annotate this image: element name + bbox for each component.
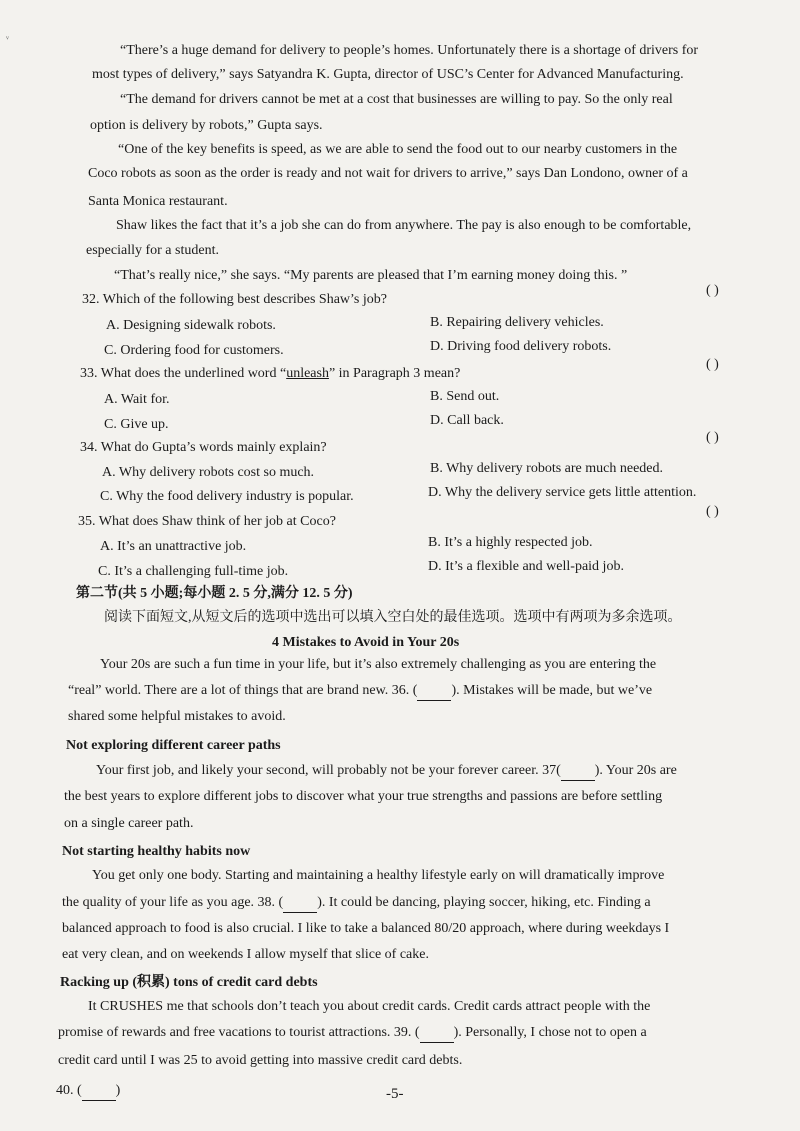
page-number: -5- [386, 1086, 404, 1102]
section-instruction: 阅读下面短文,从短文后的选项中选出可以填入空白处的最佳选项。选项中有两项为多余选项。 [104, 610, 682, 625]
para-line: eat very clean, and on weekends I allow myself that slice of cake. [62, 947, 429, 962]
option-d[interactable]: D. Why the delivery service gets little attention. [428, 485, 697, 500]
blank-36[interactable] [417, 682, 451, 701]
answer-paren[interactable]: ( ) [706, 504, 719, 519]
question-stem: 32. Which of the following best describes Shaw’s job? [82, 292, 387, 307]
passage-line: “There’s a huge demand for delivery to people’s homes. Unfortunately there is a shortage of drivers for [120, 43, 699, 58]
passage-line: Santa Monica restaurant. [88, 194, 228, 209]
para-line: credit card until I was 25 to avoid getting into massive credit card debts. [58, 1053, 463, 1068]
answer-paren[interactable]: ( ) [706, 430, 719, 445]
option-c[interactable]: C. It’s a challenging full-time job. [98, 564, 289, 579]
option-d[interactable]: D. Call back. [430, 413, 504, 428]
intro-line: “real” world. There are a lot of things that are brand new. 36. ( ). Mistakes will be made, but we’ve [68, 682, 652, 701]
option-a[interactable]: A. Designing sidewalk robots. [106, 318, 276, 333]
option-b[interactable]: B. Repairing delivery vehicles. [430, 315, 604, 330]
blank-40[interactable] [82, 1082, 116, 1101]
para-line: on a single career path. [64, 816, 194, 831]
passage-line: especially for a student. [86, 243, 219, 258]
option-b[interactable]: B. It’s a highly respected job. [428, 535, 593, 550]
option-a[interactable]: A. It’s an unattractive job. [100, 539, 247, 554]
question-stem: 34. What do Gupta’s words mainly explain? [80, 440, 327, 455]
subheading: Not starting healthy habits now [62, 844, 251, 859]
para-line: It CRUSHES me that schools don’t teach you about credit cards. Credit cards attract people with the [88, 999, 651, 1014]
option-c[interactable]: C. Give up. [104, 417, 169, 432]
answer-paren[interactable]: ( ) [706, 357, 719, 372]
option-b[interactable]: B. Why delivery robots are much needed. [430, 461, 664, 476]
subheading: Not exploring different career paths [66, 738, 281, 753]
question-stem: 35. What does Shaw think of her job at Coco? [78, 514, 336, 529]
option-d[interactable]: D. Driving food delivery robots. [430, 339, 612, 354]
subheading: Racking up (积累) tons of credit card debts [60, 975, 318, 990]
option-c[interactable]: C. Ordering food for customers. [104, 343, 284, 358]
underlined-word: unleash [286, 366, 329, 381]
corner-mark: ᵛ [6, 34, 9, 45]
option-b[interactable]: B. Send out. [430, 389, 500, 404]
para-line: You get only one body. Starting and maintaining a healthy lifestyle early on will dramatically improve [92, 868, 665, 883]
blank-37[interactable] [561, 762, 595, 781]
question-40: 40. ( ) [56, 1082, 120, 1101]
passage-line: “The demand for drivers cannot be met at a cost that businesses are willing to pay. So the only real [120, 92, 673, 107]
blank-38[interactable] [283, 894, 317, 913]
passage-line: “That’s really nice,” she says. “My parents are pleased that I’m earning money doing this. ” [114, 268, 628, 283]
intro-line: shared some helpful mistakes to avoid. [68, 709, 286, 724]
para-line: balanced approach to food is also crucial. I like to take a balanced 80/20 approach, where during weekdays I [62, 921, 670, 936]
section-heading: 第二节(共 5 小题;每小题 2. 5 分,满分 12. 5 分) [76, 586, 353, 601]
para-line: the best years to explore different jobs to discover what your true strengths and passions are before settling [64, 789, 663, 804]
para-line: the quality of your life as you age. 38. ( ). It could be dancing, playing soccer, hiking, etc. Finding a [62, 894, 651, 913]
passage-line: Coco robots as soon as the order is ready and not wait for drivers to arrive,” says Dan Londono, owner of a [88, 166, 688, 181]
option-d[interactable]: D. It’s a flexible and well-paid job. [428, 559, 624, 574]
para-line: Your first job, and likely your second, will probably not be your forever career. 37( ). Your 20s are [96, 762, 677, 781]
passage-line: “One of the key benefits is speed, as we are able to send the food out to our nearby customers in the [118, 142, 678, 157]
para-line: promise of rewards and free vacations to tourist attractions. 39. ( ). Personally, I chose not to open a [58, 1024, 647, 1043]
question-stem: 33. What does the underlined word “unleash” in Paragraph 3 mean? [80, 366, 461, 381]
passage-line: Shaw likes the fact that it’s a job she can do from anywhere. The pay is also enough to be comfortable, [116, 218, 692, 233]
passage-line: most types of delivery,” says Satyandra K. Gupta, director of USC’s Center for Advanced Manufacturing. [92, 67, 684, 82]
intro-line: Your 20s are such a fun time in your life, but it’s also extremely challenging as you are entering the [100, 657, 657, 672]
option-a[interactable]: A. Wait for. [104, 392, 170, 407]
article-title: 4 Mistakes to Avoid in Your 20s [272, 635, 460, 650]
option-c[interactable]: C. Why the food delivery industry is popular. [100, 489, 354, 504]
blank-39[interactable] [420, 1024, 454, 1043]
passage-line: option is delivery by robots,” Gupta says. [90, 118, 323, 133]
option-a[interactable]: A. Why delivery robots cost so much. [102, 465, 315, 480]
answer-paren[interactable]: ( ) [706, 283, 719, 298]
